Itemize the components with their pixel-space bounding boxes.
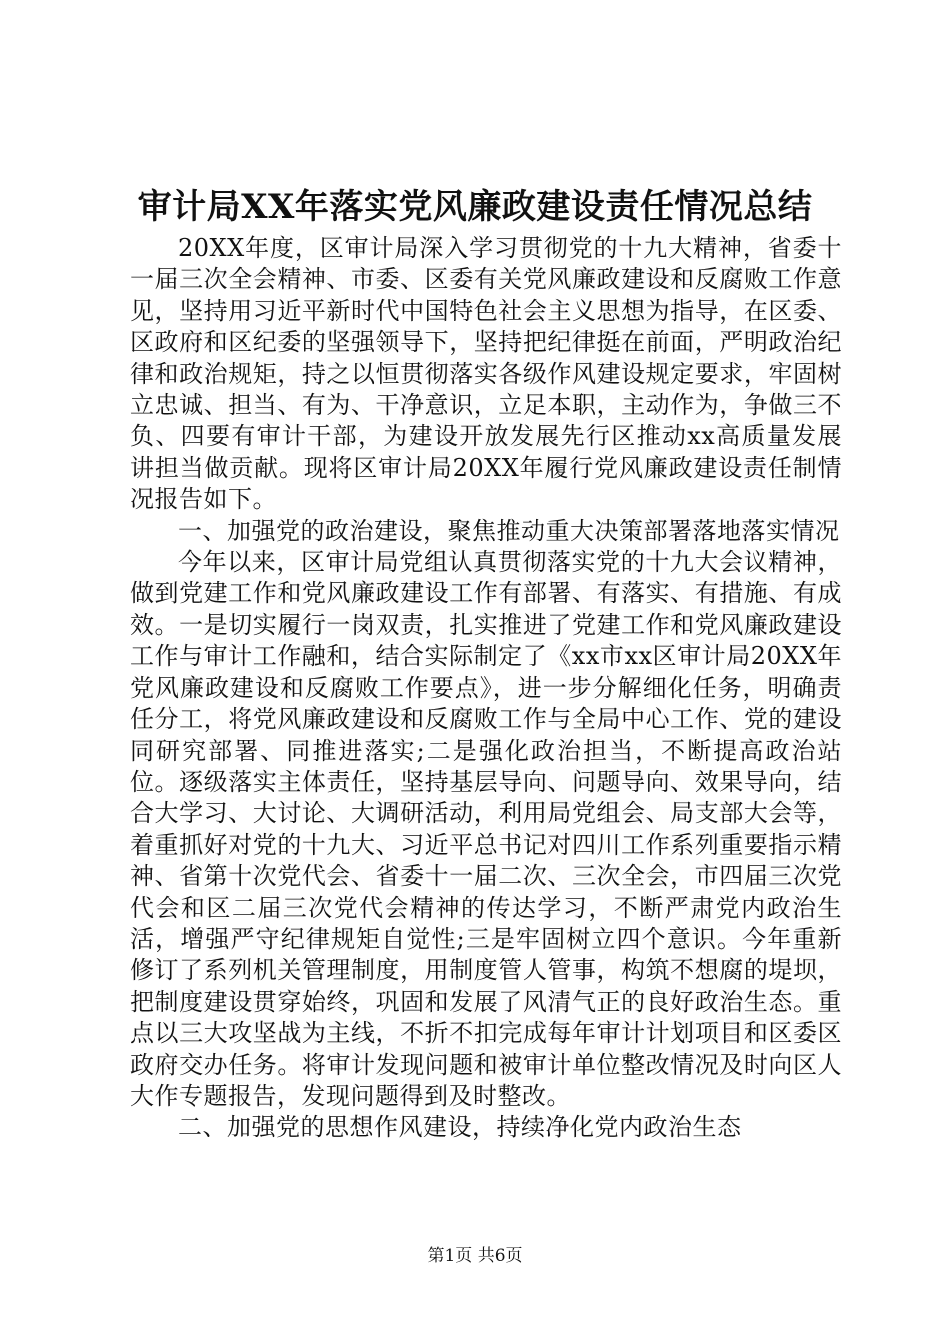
page-number: 第1页 共6页 bbox=[427, 1246, 523, 1266]
section-heading-2: 二、加强党的思想作风建设，持续净化党内政治生态 bbox=[178, 1113, 742, 1142]
page-footer bbox=[0, 1245, 950, 1267]
paragraph-intro: 20XX年度，区审计局深入学习贯彻党的十九大精神，省委十一届三次全会精神、市委、区委有关党风廉政建设和反腐败工作意见，坚持用习近平新时代中国特色社会主义思想为指导，在区委、区政府和区纪委的坚强领导下，坚持把纪律挺在前面，严明政治纪律和政治规矩，持之以恒贯彻落实各级作风建设规定要求，牢固树立忠诚、担当、有为、干净意识，立足本职，主动作为，争做三不负、四要有审计干部，为建设开放发展先行区推动xx高质量发展讲担当做贡献。现将区审计局20XX年履行党风廉政建设责任制情况报告如下。 bbox=[130, 234, 842, 514]
document-body bbox=[130, 233, 842, 1144]
paragraph-section-1: 今年以来，区审计局党组认真贯彻落实党的十九大会议精神，做到党建工作和党风廉政建设工作有部署、有落实、有措施、有成效。一是切实履行一岗双责，扎实推进了党建工作和党风廉政建设工作与审计工作融和，结合实际制定了《xx市xx区审计局20XX年党风廉政建设和反腐败工作要点》，进一步分解细化任务，明确责任分工，将党风廉政建设和反腐败工作与全局中心工作、党的建设同研究部署、同推进落实;二是强化政治担当，不断提高政治站位。逐级落实主体责任，坚持基层导向、问题导向、效果导向，结合大学习、大讨论、大调研活动，利用局党组会、局支部大会等，着重抓好对党的十九大、习近平总书记对四川工作系列重要指示精神、省第十次党代会、省委十一届二次、三次全会，市四届三次党代会和区二届三次党代会精神的传达学习，不断严肃党内政治生活，增强严守纪律规矩自觉性;三是牢固树立四个意识。今年重新修订了系列机关管理制度，用制度管人管事，构筑不想腐的堤坝，把制度建设贯穿始终，巩固和发展了风清气正的良好政治生态。重点以三大攻坚战为主线，不折不扣完成每年审计计划项目和区委区政府交办任务。将审计发现问题和被审计单位整改情况及时向区人大作专题报告，发现问题得到及时整改。 bbox=[130, 548, 842, 1110]
section-heading-1: 一、加强党的政治建设，聚焦推动重大决策部署落地落实情况 bbox=[178, 516, 840, 545]
document-title: 审计局XX年落实党风廉政建设责任情况总结 bbox=[137, 187, 813, 227]
